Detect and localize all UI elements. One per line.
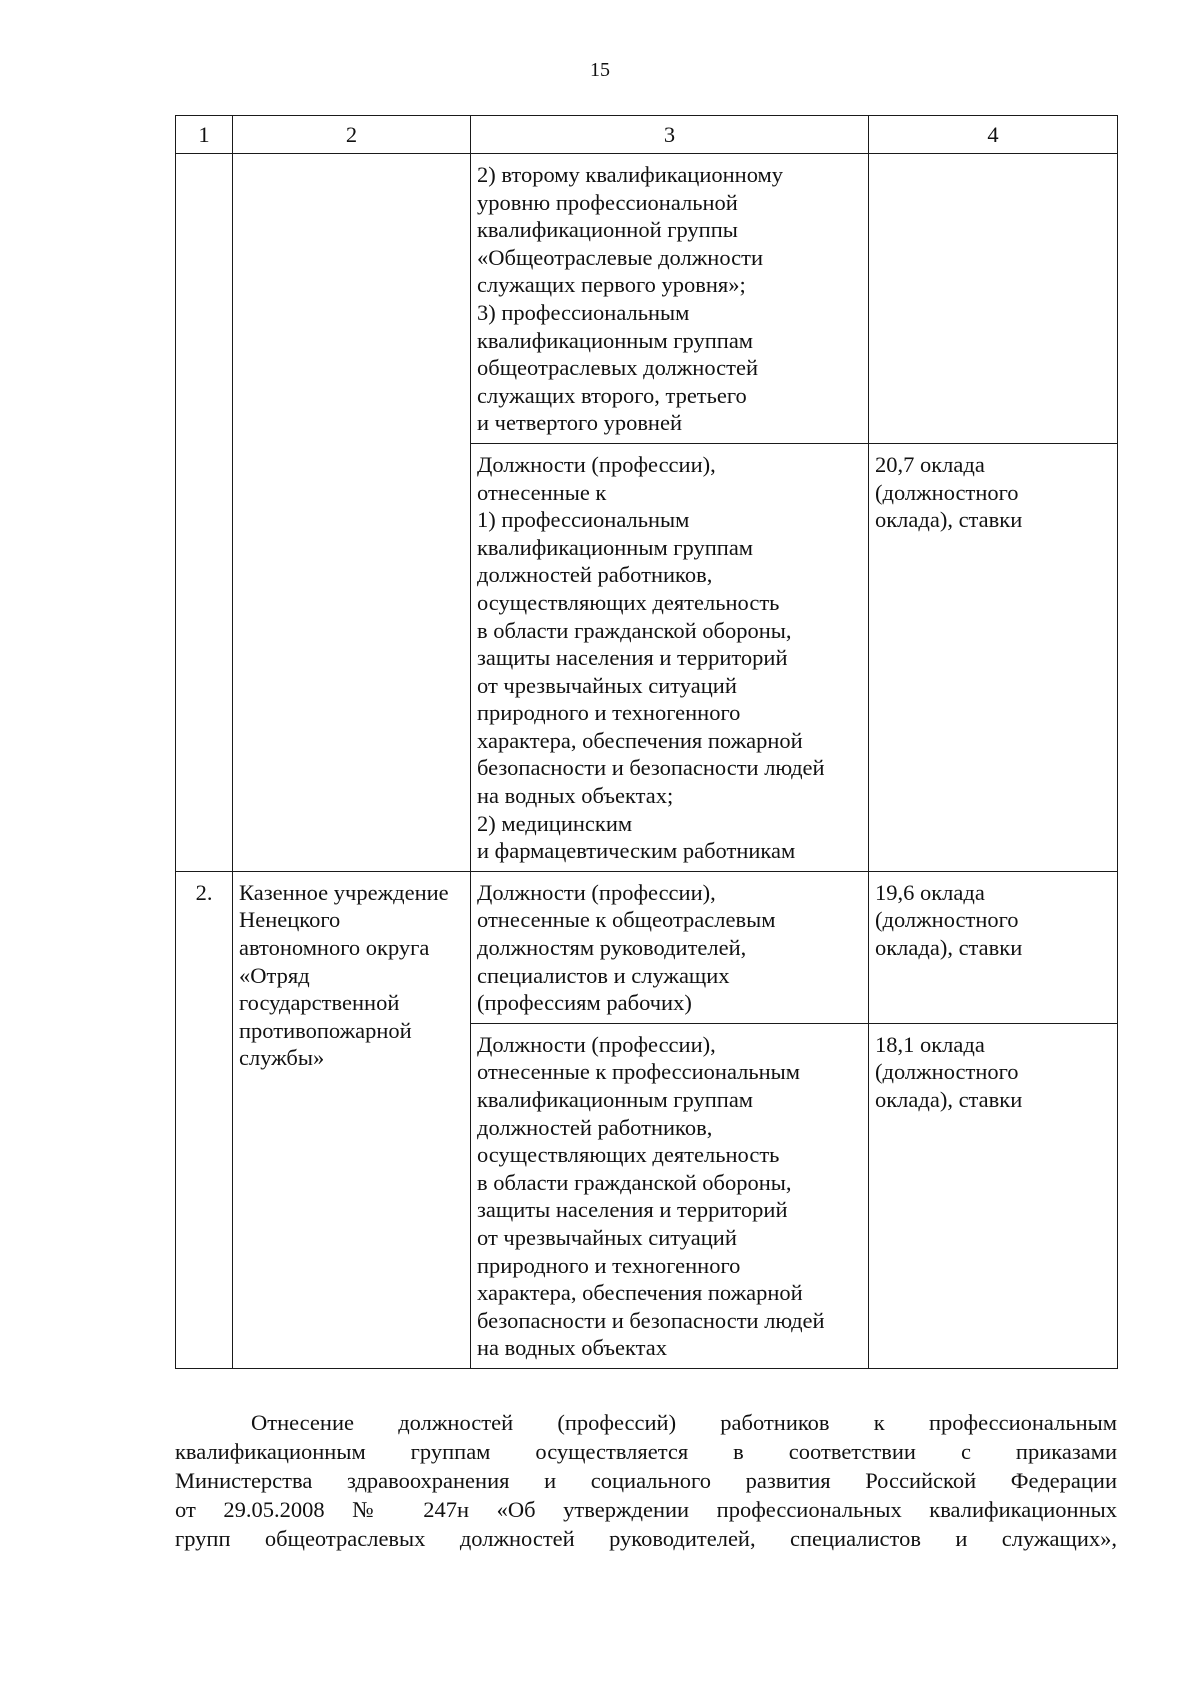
header-col-1: 1 [176, 116, 233, 154]
text-line: 19,6 оклада [875, 879, 985, 905]
text-line: Должности (профессии), [477, 879, 716, 905]
row2-sub1-rate-cell [869, 871, 1118, 1023]
positions-table [175, 115, 1118, 1369]
text-line: оклада), ставки [875, 1087, 1023, 1112]
row2-sub2-rate-cell [869, 1023, 1118, 1368]
text-line: (профессиям рабочих) [477, 990, 692, 1016]
text-line: квалификационным группам [477, 534, 754, 560]
row-number-cell: 2. [176, 871, 233, 1368]
paragraph-line: групп общеотраслевых должностей руководителей, специалистов и служащих», [175, 1526, 1117, 1551]
cont-col-1-cell [176, 154, 233, 872]
paragraph-line: квалификационным группам осуществляется в соответствии с приказами [175, 1439, 1117, 1464]
row2-sub2-positions-cell [471, 1023, 869, 1368]
table-header-row [176, 116, 1118, 154]
text-line: 1) профессиональным [477, 507, 690, 533]
cont-bottom-positions-cell [471, 443, 869, 871]
text-line: Ненецкого [239, 907, 341, 933]
text-line: защиты населения и территорий [477, 645, 788, 671]
header-col-2: 2 [233, 116, 471, 154]
body-paragraph [175, 1408, 1117, 1553]
text-line: специалистов и служащих [477, 962, 730, 988]
text-line: 2) медицинским [477, 810, 633, 836]
text-line: служащих первого уровня»; [477, 272, 746, 298]
text-line: природного и техногенного [477, 700, 741, 726]
text-line: уровню профессиональной [477, 189, 738, 215]
text-line: квалификационной группы [477, 217, 738, 243]
text-line: безопасности и безопасности людей [477, 755, 825, 781]
text-line: должностям руководителей, [477, 935, 747, 961]
text-line: от чрезвычайных ситуаций [477, 672, 737, 698]
paragraph-line: Отнесение должностей (профессий) работников к профессиональным [251, 1410, 1117, 1435]
text-line: отнесенные к общеотраслевым [477, 907, 776, 933]
text-line: защиты населения и территорий [477, 1197, 788, 1223]
text-line: оклада), ставки [875, 507, 1023, 533]
text-line: (должностного [875, 479, 1019, 505]
text-line: от чрезвычайных ситуаций [477, 1224, 737, 1250]
text-line: «Отряд [239, 962, 310, 988]
text-line: квалификационным группам [477, 327, 754, 353]
header-col-4: 4 [869, 116, 1118, 154]
text-line: осуществляющих деятельность [477, 589, 780, 615]
text-line: 20,7 оклада [875, 451, 985, 477]
text-line: служащих второго, третьего [477, 382, 747, 408]
text-line: противопожарной [239, 1017, 412, 1043]
paragraph-line: Министерства здравоохранения и социального развития Российской Федерации [175, 1468, 1117, 1493]
cont-top-rate-cell [869, 154, 1118, 444]
text-line: безопасности и безопасности людей [477, 1307, 825, 1333]
text-line: общеотраслевых должностей [477, 355, 758, 381]
text-line: оклада), ставки [875, 935, 1023, 961]
text-line: должностей работников, [477, 1114, 713, 1140]
cont-top-positions-cell [471, 154, 869, 444]
cont-col-2-cell [233, 154, 471, 872]
text-line: характера, обеспечения пожарной [477, 727, 803, 753]
text-line: 18,1 оклада [875, 1031, 985, 1057]
text-line: на водных объектах; [477, 783, 674, 809]
text-line: автономного округа [239, 935, 430, 961]
text-line: (должностного [875, 1059, 1019, 1085]
text-line: и четвертого уровней [477, 410, 683, 436]
text-line: характера, обеспечения пожарной [477, 1280, 803, 1306]
text-line: 3) профессиональным [477, 299, 690, 325]
text-line: в области гражданской обороны, [477, 617, 792, 643]
institution-cell [233, 871, 471, 1368]
text-line: должностей работников, [477, 562, 713, 588]
text-line: (должностного [875, 907, 1019, 933]
text-line: Казенное учреждение [239, 879, 449, 905]
text-line: Должности (профессии), [477, 1031, 716, 1057]
text-line: «Общеотраслевые должности [477, 244, 763, 270]
text-line: квалификационным группам [477, 1087, 754, 1112]
text-line: отнесенные к [477, 479, 607, 505]
text-line: отнесенные к профессиональным [477, 1059, 801, 1085]
text-line: в области гражданской обороны, [477, 1169, 792, 1195]
header-col-3: 3 [471, 116, 869, 154]
text-line: государственной [239, 990, 400, 1016]
text-line: Должности (профессии), [477, 451, 716, 477]
text-line: на водных объектах [477, 1335, 667, 1361]
row2-sub1-positions-cell [471, 871, 869, 1023]
text-line: и фармацевтическим работникам [477, 838, 796, 864]
cont-bottom-rate-cell [869, 443, 1118, 871]
table-row [176, 871, 1118, 1023]
text-line: природного и техногенного [477, 1252, 741, 1278]
text-line: осуществляющих деятельность [477, 1142, 780, 1168]
page-number: 15 [590, 59, 610, 81]
text-line: службы» [239, 1045, 325, 1071]
text-line: 2) второму квалификационному [477, 162, 784, 187]
paragraph-line: от 29.05.2008 № 247н «Об утверждении профессиональных квалификационных [175, 1497, 1117, 1522]
table-row [176, 154, 1118, 444]
